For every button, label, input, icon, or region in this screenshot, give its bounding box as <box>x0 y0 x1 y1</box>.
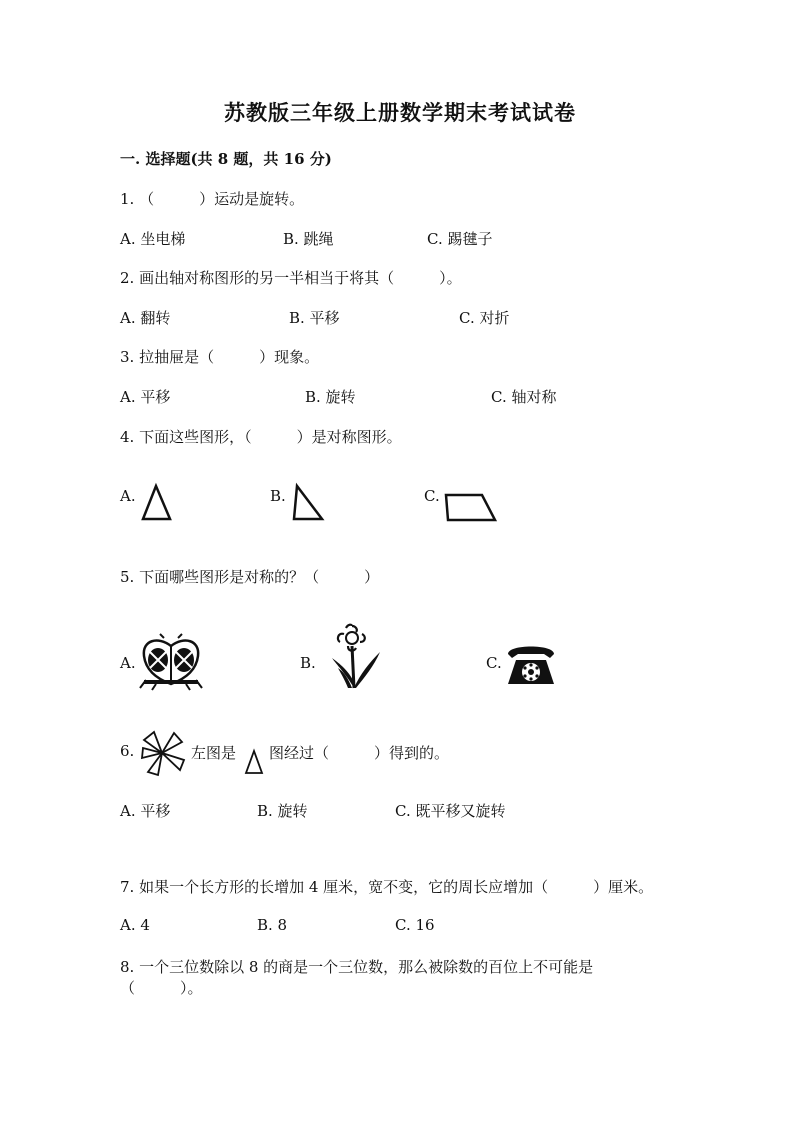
question-5: 5. 下面哪些图形是对称的？（ ） <box>120 568 380 586</box>
q4-option-a[interactable]: A. <box>120 487 136 505</box>
q1-option-c[interactable]: C. 踢毽子 <box>427 230 493 248</box>
small-triangle-icon <box>243 748 265 776</box>
question-3: 3. 拉抽屉是（ ）现象。 <box>120 348 320 366</box>
q2-option-c[interactable]: C. 对折 <box>459 309 510 327</box>
question-1: 1. （ ）运动是旋转。 <box>120 190 305 208</box>
q7-option-a[interactable]: A. 4 <box>120 916 150 934</box>
daffodil-flower-icon <box>326 622 384 690</box>
page-title: 苏教版三年级上册数学期末考试试卷 <box>224 100 576 125</box>
isosceles-triangle-icon <box>140 483 174 521</box>
question-2: 2. 画出轴对称图形的另一半相当于将其（ ）。 <box>120 269 462 287</box>
scalene-triangle-icon <box>290 483 326 521</box>
q7-option-b[interactable]: B. 8 <box>257 916 288 934</box>
q4-option-b[interactable]: B. <box>270 487 286 505</box>
question-6-text-left: 左图是 <box>191 744 237 762</box>
question-6-text-right: 图经过（ ）得到的。 <box>269 744 450 762</box>
section-heading: 一. 选择题(共 8 题，共 16 分) <box>120 150 332 168</box>
q4-option-c[interactable]: C. <box>424 487 440 505</box>
q6-option-b[interactable]: B. 旋转 <box>257 802 308 820</box>
question-6-number: 6. <box>120 742 135 760</box>
q6-option-c[interactable]: C. 既平移又旋转 <box>395 802 506 820</box>
q1-option-a[interactable]: A. 坐电梯 <box>120 230 186 248</box>
question-4: 4. 下面这些图形，（ ）是对称图形。 <box>120 428 402 446</box>
q5-option-c[interactable]: C. <box>486 654 502 672</box>
q2-option-b[interactable]: B. 平移 <box>289 309 340 327</box>
ladybug-pair-icon <box>138 634 204 690</box>
q1-option-b[interactable]: B. 跳绳 <box>283 230 334 248</box>
rotary-telephone-icon <box>504 640 558 690</box>
q2-option-a[interactable]: A. 翻转 <box>120 309 171 327</box>
q3-option-a[interactable]: A. 平移 <box>120 388 171 406</box>
question-8-line-2: （ ）。 <box>120 979 203 997</box>
pinwheel-triangles-icon <box>140 730 184 776</box>
q6-option-a[interactable]: A. 平移 <box>120 802 171 820</box>
q5-option-a[interactable]: A. <box>120 654 136 672</box>
q5-option-b[interactable]: B. <box>300 654 316 672</box>
q7-option-c[interactable]: C. 16 <box>395 916 435 934</box>
question-8-line-1: 8. 一个三位数除以 8 的商是一个三位数，那么被除数的百位上不可能是 <box>120 958 594 976</box>
trapezoid-icon <box>444 492 500 524</box>
q3-option-b[interactable]: B. 旋转 <box>305 388 356 406</box>
question-7: 7. 如果一个长方形的长增加 4 厘米，宽不变，它的周长应增加（ ）厘米。 <box>120 878 654 896</box>
q3-option-c[interactable]: C. 轴对称 <box>491 388 557 406</box>
